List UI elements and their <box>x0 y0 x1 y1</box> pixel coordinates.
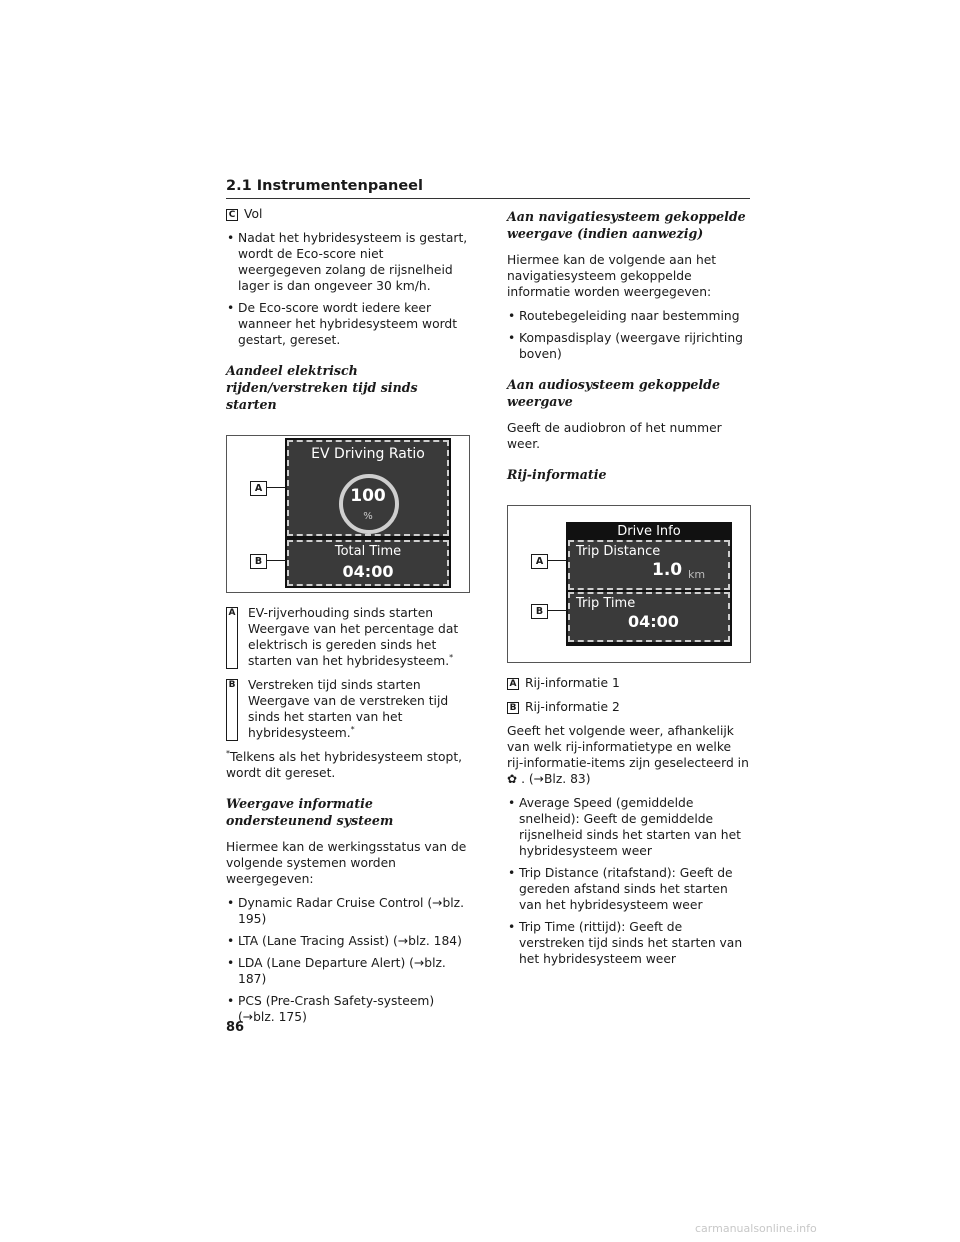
gear-icon: ✿ <box>507 772 518 786</box>
callout-b: B <box>250 554 267 569</box>
leader-a <box>267 487 287 488</box>
key-a: A <box>507 678 519 690</box>
figure-drive-info <box>507 505 751 663</box>
list-item: • LTA (Lane Tracing Assist) (→blz. 184) <box>226 933 470 949</box>
list-item: • Trip Distance (ritafstand): Geeft de gereden afstand sinds het starten van het hybridesysteem weer <box>507 865 751 913</box>
key-b: B <box>226 679 238 741</box>
trip-distance-unit: km <box>688 568 706 581</box>
note-b-title: Verstreken tijd sinds starten <box>248 678 421 692</box>
page-number: 86 <box>226 1020 245 1035</box>
display-screen <box>285 438 451 588</box>
panel-b <box>287 540 449 586</box>
figure-ev-driving-ratio <box>226 435 470 593</box>
note-a-title: EV-rijverhouding sinds starten <box>248 606 434 620</box>
trip-time-label: Trip Time <box>576 596 636 611</box>
list-item: • Trip Time (rittijd): Geeft de verstreken tijd sinds het starten van het hybridesysteem weer <box>507 919 751 967</box>
callout-a: A <box>250 481 267 496</box>
key-a: A <box>226 607 238 669</box>
note-a: A Rij-informatie 1 <box>507 675 751 691</box>
drive-info-description: Geeft het volgende weer, afhankelijk van welk rij-informatietype en welke rij-informatie-items zijn geselecteerd in ✿ . (→Blz. 83) <box>507 724 749 786</box>
total-time-label: Total Time <box>334 544 402 559</box>
ev-ratio-unit: % <box>363 511 373 522</box>
heading-drive-info: Rij-informatie <box>507 467 607 482</box>
trip-distance-value: 1.0 <box>652 560 683 580</box>
callout-b: B <box>531 604 548 619</box>
leader-a <box>548 560 568 561</box>
display-screen <box>566 522 732 646</box>
ev-ratio-title: EV Driving Ratio <box>311 446 425 462</box>
note-b <box>226 677 470 741</box>
page-header <box>226 178 750 199</box>
list-item: • De Eco-score wordt iedere keer wanneer het hybridesysteem wordt gestart, gereset. <box>226 300 470 348</box>
audio-text: Geeft de audiobron of het nummer weer. <box>507 421 722 451</box>
section-title: 2.1 Instrumentenpaneel <box>226 178 423 194</box>
note-c <box>226 206 470 222</box>
list-item: • Average Speed (gemiddelde snelheid): Geeft de gemiddelde rijsnelheid sinds het starten van het hybridesysteem weer <box>507 795 751 859</box>
header-rule <box>226 198 750 199</box>
total-time-value: 04:00 <box>342 562 394 581</box>
key-c: C <box>226 209 238 221</box>
heading-navigation: Aan navigatiesysteem gekoppelde weergave (indien aanwezig) <box>507 209 746 241</box>
ev-ratio-value: 100 <box>350 486 386 506</box>
panel-a <box>287 440 449 536</box>
key-b: B <box>507 702 519 714</box>
navigation-intro: Hiermee kan de volgende aan het navigatiesysteem gekoppelde informatie worden weergegeven: <box>507 253 717 299</box>
list-item: • PCS (Pre-Crash Safety-systeem) (→blz. 175) <box>226 993 470 1025</box>
footnote: *Telkens als het hybridesysteem stopt, wordt dit gereset. <box>226 748 463 780</box>
list-item: • Routebegeleiding naar bestemming <box>507 308 751 324</box>
watermark: carmanualsonline.info <box>695 1222 817 1235</box>
heading-ev-ratio: Aandeel elektrisch rijden/verstreken tijd sinds starten <box>226 363 418 412</box>
note-c-label: Vol <box>244 207 263 221</box>
note-a <box>226 605 470 669</box>
list-item: • Nadat het hybridesysteem is gestart, wordt de Eco-score niet weergegeven zolang de rijsnelheid lager is dan ongeveer 30 km/h. <box>226 230 470 294</box>
left-column <box>226 206 470 1031</box>
leader-b <box>267 560 287 561</box>
trip-time-value: 04:00 <box>628 612 679 631</box>
drive-info-title: Drive Info <box>617 524 681 539</box>
panel-b <box>568 592 730 642</box>
panel-a <box>568 540 730 590</box>
heading-audio: Aan audiosysteem gekoppelde weergave <box>507 377 720 409</box>
trip-distance-label: Trip Distance <box>576 544 661 559</box>
list-item: • Kompasdisplay (weergave rijrichting boven) <box>507 330 751 362</box>
support-intro: Hiermee kan de werkingsstatus van de volgende systemen worden weergegeven: <box>226 840 467 886</box>
heading-support-info: Weergave informatie ondersteunend systeem <box>226 796 394 828</box>
list-item: • Dynamic Radar Cruise Control (→blz. 195) <box>226 895 470 927</box>
callout-a: A <box>531 554 548 569</box>
note-a-text: Weergave van het percentage dat elektrisch is gereden sinds het starten van het hybridesysteem.* <box>248 622 459 668</box>
note-b-text: Weergave van de verstreken tijd sinds het starten van het hybridesysteem.* <box>248 694 449 740</box>
note-b: B Rij-informatie 2 <box>507 699 751 715</box>
leader-b <box>548 610 568 611</box>
list-item: • LDA (Lane Departure Alert) (→blz. 187) <box>226 955 470 987</box>
right-column <box>507 206 751 973</box>
